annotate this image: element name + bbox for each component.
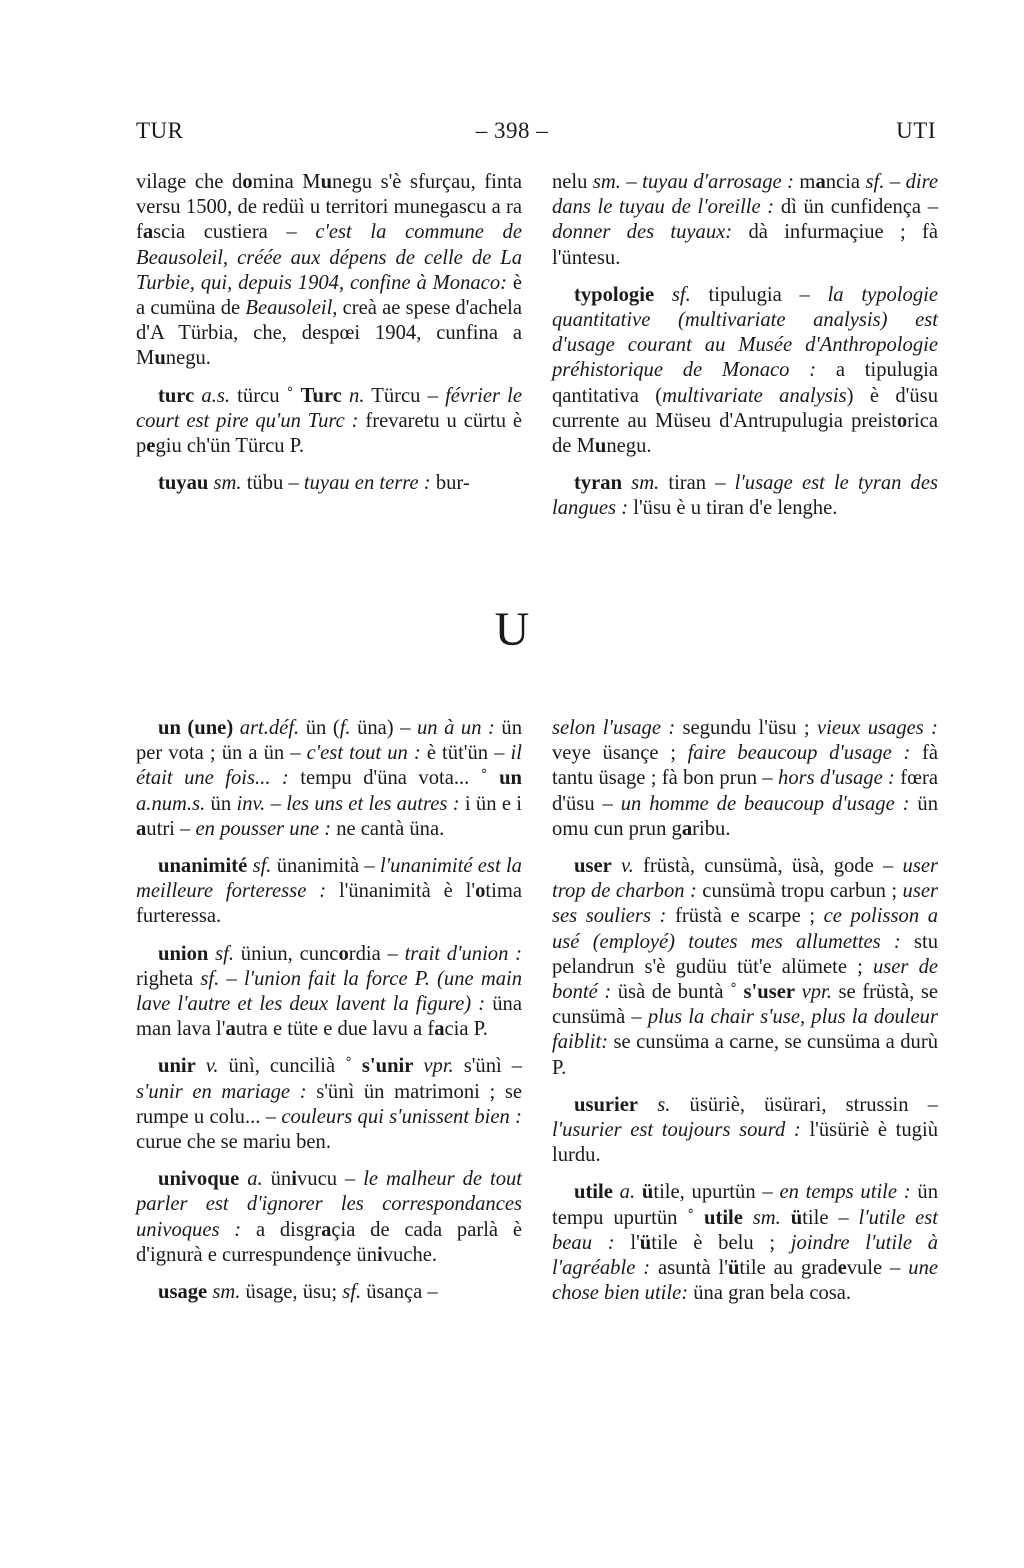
bold-text: s'unir bbox=[361, 1055, 414, 1078]
bold-text: e bbox=[837, 1257, 847, 1280]
italic-text: l'utile est beau : bbox=[552, 1206, 938, 1254]
entry-text: üna gran bela cosa. bbox=[688, 1282, 852, 1305]
dictionary-entry bbox=[552, 471, 938, 521]
bold-text: ü bbox=[641, 1181, 654, 1204]
italic-text: vieux usages : bbox=[816, 717, 939, 739]
entry-text: negu. bbox=[165, 347, 211, 370]
bold-text: o bbox=[896, 409, 908, 432]
italic-text: un à un : bbox=[417, 717, 495, 739]
dictionary-entry bbox=[136, 1280, 522, 1305]
entry-text: tima furteressa. bbox=[136, 880, 522, 928]
italic-text: en pousser une : bbox=[195, 817, 332, 840]
entry-text: tile, upurtün – bbox=[653, 1181, 780, 1204]
entry-text: s'ünì – bbox=[453, 1055, 522, 1078]
italic-text: le malheur de tout parler est d'ignorer les correspondances univoques : bbox=[136, 1168, 523, 1241]
entry-text: a disgr bbox=[241, 1218, 322, 1241]
italic-text: n. bbox=[341, 384, 365, 407]
bold-text: a bbox=[321, 1218, 332, 1241]
bold-text: univoque bbox=[158, 1168, 240, 1191]
bold-text: u bbox=[594, 435, 607, 458]
entry-text: fœra d'üsu – bbox=[552, 767, 938, 815]
italic-text: sf. bbox=[208, 942, 235, 965]
italic-text: a. bbox=[612, 1181, 636, 1204]
bold-text: a bbox=[681, 817, 693, 840]
italic-text: l'usurier est toujours sourd : bbox=[552, 1119, 801, 1142]
bold-text: a bbox=[225, 1018, 236, 1041]
italic-text: faire beaucoup d'usage : bbox=[687, 742, 911, 765]
entry-text: asuntà l' bbox=[650, 1257, 728, 1280]
italic-text: s. bbox=[638, 1093, 671, 1116]
entry-text: veye üsançe ; bbox=[552, 742, 688, 765]
entry-text: m bbox=[793, 171, 816, 193]
bold-text: tyran bbox=[574, 472, 623, 495]
column-top-left bbox=[136, 170, 522, 508]
italic-text: inv. bbox=[236, 792, 266, 815]
entry-text: üna) – bbox=[350, 717, 417, 739]
entry-text: l'ünanimità è l' bbox=[326, 880, 476, 903]
italic-text: sf. bbox=[200, 967, 220, 990]
italic-text: a. bbox=[239, 1168, 263, 1191]
dictionary-entry bbox=[552, 1180, 938, 1306]
italic-text: il était une fois... : bbox=[136, 742, 522, 790]
entry-text: creà ae spese d'achela d'A Türbia, che, despœi 1904, cunfina a M bbox=[136, 297, 522, 370]
entry-text: çia de cada parlà è d'ignurà e currespundençe ün bbox=[136, 1218, 522, 1266]
bold-text: o bbox=[242, 171, 253, 193]
entry-text: – bbox=[219, 967, 244, 990]
dictionary-entry bbox=[136, 716, 522, 842]
italic-text: f. bbox=[339, 717, 351, 739]
bold-text: u bbox=[320, 171, 333, 193]
entry-text: cunsümà tropu carbun ; bbox=[696, 880, 903, 903]
entry-text: tile – bbox=[802, 1206, 859, 1229]
dictionary-entry bbox=[136, 170, 522, 372]
entry-text: ün per vota ; ün a ün – bbox=[136, 717, 522, 765]
entry-text: fà tantu üsage ; fà bon prun – bbox=[552, 742, 938, 790]
entry-text: l'üsu è u tiran d'e lenghe. bbox=[628, 497, 838, 520]
entry-text: nelu bbox=[552, 171, 593, 193]
bold-text: user bbox=[574, 855, 612, 878]
italic-text: Beausoleil, bbox=[245, 297, 338, 320]
italic-text: sm. bbox=[207, 1281, 241, 1304]
bold-text: ü bbox=[639, 1231, 652, 1254]
italic-text: une chose bien utile: bbox=[552, 1257, 938, 1305]
italic-text: a.num.s. bbox=[136, 792, 206, 815]
entry-text: stu pelandrun s'è gudüu tüt'e alümete ; bbox=[552, 930, 938, 978]
bold-text: unir bbox=[158, 1055, 196, 1078]
italic-text: user ses souliers : bbox=[552, 880, 938, 928]
italic-text: joindre l'utile à l'agréable : bbox=[552, 1231, 938, 1280]
bold-text: union bbox=[158, 942, 209, 965]
entry-text: ünanimità – bbox=[271, 855, 380, 878]
italic-text: trait d'union : bbox=[404, 942, 522, 965]
italic-text: couleurs qui s'unissent bien : bbox=[281, 1105, 522, 1128]
italic-text: a.s. bbox=[194, 384, 231, 407]
bold-text: s'user bbox=[743, 981, 796, 1004]
entry-text: früstà e scarpe ; bbox=[666, 905, 824, 928]
bold-text: i bbox=[377, 1243, 383, 1266]
italic-text: s'unir en mariage : bbox=[136, 1080, 307, 1103]
dictionary-entry bbox=[552, 283, 938, 459]
bold-text: Turc bbox=[300, 384, 342, 407]
entry-text: rdia – bbox=[348, 942, 405, 965]
italic-text: sf. bbox=[654, 283, 691, 306]
entry-text: üniun, cunc bbox=[234, 942, 339, 965]
dictionary-entry bbox=[552, 854, 938, 1081]
italic-text: hors d'usage : bbox=[778, 767, 895, 790]
entry-text: früstà, cunsümà, üsà, gode – bbox=[633, 855, 903, 878]
dictionary-entry bbox=[552, 1093, 938, 1169]
entry-text: ün omu cun prun g bbox=[552, 792, 939, 840]
bold-text: a bbox=[815, 171, 826, 193]
column-bottom-right bbox=[552, 716, 938, 1318]
italic-text: user trop de charbon : bbox=[552, 855, 938, 903]
italic-text: ce polisson a usé (employé) toutes mes allumettes : bbox=[552, 905, 938, 953]
italic-text: vpr. bbox=[795, 981, 832, 1004]
italic-text: dire dans le tuyau de l'oreille : bbox=[552, 171, 939, 219]
entry-text: negu s'è sfurçau, finta versu 1500, de redüì u territori munegascu a ra f bbox=[136, 171, 522, 244]
entry-text: bur- bbox=[430, 472, 470, 495]
entry-text bbox=[781, 1207, 791, 1229]
entry-text: ncia bbox=[825, 171, 866, 193]
entry-text: ribu. bbox=[692, 817, 731, 840]
entry-text: l'üsüriè è tugiù lurdu. bbox=[552, 1119, 938, 1167]
bold-text: a bbox=[142, 221, 154, 244]
dictionary-entry bbox=[136, 854, 522, 930]
italic-text: l'unanimité est la meilleure forteresse : bbox=[136, 855, 522, 903]
section-letter: U bbox=[494, 603, 530, 656]
column-top-right bbox=[552, 170, 938, 534]
entry-text: ün bbox=[262, 1168, 292, 1191]
entry-text: ünì, cuncilià ˚ bbox=[218, 1055, 362, 1078]
italic-text: tuyau en terre : bbox=[303, 472, 431, 495]
entry-text: – bbox=[884, 171, 906, 193]
bold-text: usurier bbox=[574, 1093, 639, 1116]
bold-text: usage bbox=[158, 1281, 208, 1304]
bold-text: o bbox=[475, 880, 486, 903]
entry-text: ) è d'üsu currente au Müseu d'Antrupulugia preist bbox=[552, 384, 938, 432]
italic-text: sm. bbox=[742, 1206, 781, 1229]
bold-text: utile bbox=[574, 1181, 613, 1204]
entry-text: vilage che d bbox=[136, 171, 243, 193]
bold-text: turc bbox=[158, 384, 195, 407]
entry-text: l' bbox=[614, 1231, 640, 1254]
italic-text: user de bonté : bbox=[552, 955, 939, 1004]
italic-text: donner des tuyaux: bbox=[552, 221, 733, 244]
entry-text: frevaretu u cürtu è p bbox=[136, 409, 523, 458]
column-bottom-left bbox=[136, 716, 522, 1317]
entry-text: è a cumüna de bbox=[136, 271, 522, 320]
italic-text: sf. bbox=[247, 855, 272, 878]
entry-text: tile è belu ; bbox=[651, 1231, 791, 1254]
italic-text: v. bbox=[195, 1055, 219, 1078]
italic-text: c'est tout un : bbox=[306, 742, 421, 765]
italic-text: selon l'usage : bbox=[552, 717, 676, 739]
entry-text: rica de M bbox=[552, 409, 938, 458]
bold-text: tuyau bbox=[158, 472, 209, 495]
bold-text: u bbox=[154, 347, 166, 370]
dictionary-entry bbox=[552, 716, 938, 842]
entry-text: vuche. bbox=[382, 1243, 438, 1266]
entry-text: ne cantà üna. bbox=[331, 817, 445, 840]
italic-text: sm. bbox=[208, 472, 242, 495]
entry-text: ün tempu upurtün ˚ bbox=[552, 1181, 939, 1229]
bold-text: a bbox=[136, 817, 147, 840]
entry-text: üsà de buntà ˚ bbox=[611, 981, 744, 1004]
italic-text: sf. bbox=[865, 171, 885, 193]
entry-text: üna man lava l' bbox=[136, 993, 522, 1041]
dictionary-entry bbox=[136, 942, 522, 1043]
dictionary-entry bbox=[552, 170, 938, 271]
dictionary-entry bbox=[136, 1167, 522, 1268]
italic-text: vpr. bbox=[413, 1055, 454, 1078]
dictionary-entry bbox=[136, 471, 522, 496]
entry-text: tempu d'üna vota... ˚ bbox=[288, 767, 500, 790]
entry-text: segundu l'üsu ; bbox=[675, 717, 817, 739]
italic-text: art.déf. bbox=[233, 717, 300, 739]
entry-text: mina M bbox=[252, 171, 321, 193]
entry-text: curue che se mariu ben. bbox=[136, 1131, 331, 1154]
entry-text: s'ünì ün matrimoni ; se rumpe u colu... – bbox=[136, 1080, 522, 1128]
bold-text: ü bbox=[790, 1206, 803, 1229]
entry-text: i ün e i bbox=[459, 792, 523, 815]
entry-text: dà infurmaçiue ; fà l'üntesu. bbox=[552, 221, 939, 269]
dictionary-entry bbox=[136, 384, 522, 460]
italic-text: l'usage est le tyran des langues : bbox=[552, 472, 939, 520]
entry-text: üsüriè, üsürari, strussin – bbox=[670, 1093, 939, 1116]
entry-text: tipulugia – bbox=[690, 283, 828, 306]
entry-text: cia P. bbox=[444, 1018, 488, 1041]
entry-text: tübu – bbox=[241, 472, 304, 495]
entry-text: tile au grad bbox=[739, 1257, 838, 1280]
entry-text: dì ün cunfidença – bbox=[774, 196, 938, 219]
bold-text: un (une) bbox=[158, 717, 234, 739]
italic-text: plus la chair s'use, plus la douleur faiblit: bbox=[552, 1006, 938, 1054]
entry-text: – bbox=[620, 171, 643, 193]
entry-text: righeta bbox=[136, 967, 201, 990]
entry-text: ün ( bbox=[299, 717, 340, 739]
entry-text: türcu ˚ bbox=[230, 384, 301, 407]
bold-text: typologie bbox=[574, 283, 655, 306]
bold-text: i bbox=[291, 1168, 297, 1191]
entry-text: – bbox=[265, 792, 287, 815]
entry-text: scia custiera – bbox=[153, 221, 316, 244]
bold-text: unanimité bbox=[158, 855, 248, 878]
bold-text: un bbox=[499, 767, 523, 790]
entry-text: Türcu – bbox=[364, 384, 446, 407]
running-head-left: TUR bbox=[136, 118, 184, 143]
entry-text bbox=[635, 1181, 642, 1203]
running-head-right: UTI bbox=[896, 118, 936, 143]
italic-text: sm. bbox=[622, 472, 660, 495]
bold-text: ü bbox=[727, 1257, 740, 1280]
italic-text: un homme de beaucoup d'usage : bbox=[620, 792, 910, 815]
entry-text: vule – bbox=[846, 1257, 909, 1280]
italic-text: v. bbox=[611, 855, 634, 878]
italic-text: sm. bbox=[592, 171, 621, 193]
entry-text: utra e tüte e due lavu a f bbox=[235, 1018, 435, 1041]
entry-text: vucu – bbox=[296, 1168, 364, 1191]
entry-text: a tipulugia qantitativa ( bbox=[552, 359, 939, 407]
italic-text: février le court est pire qu'un Turc : bbox=[136, 384, 522, 432]
entry-text: negu. bbox=[606, 435, 652, 458]
bold-text: utile bbox=[704, 1206, 743, 1229]
italic-text: la typologie quantitative (multivariate analysis) est d'usage courant au Musée d'Anthropologie préhistorique de Monaco : bbox=[552, 283, 938, 382]
entry-text: se cunsüma a carne, se cunsüma a durù P. bbox=[552, 1031, 938, 1079]
entry-text: tiran – bbox=[659, 472, 735, 495]
entry-text: utri – bbox=[146, 817, 196, 840]
bold-text: e bbox=[146, 435, 156, 458]
italic-text: multivariate analysis bbox=[662, 384, 847, 407]
dictionary-entry bbox=[136, 1054, 522, 1155]
italic-text: sf. bbox=[342, 1281, 362, 1304]
entry-text: giu ch'ün Türcu P. bbox=[155, 435, 305, 458]
bold-text: a bbox=[434, 1018, 445, 1041]
bold-text: o bbox=[338, 942, 349, 965]
italic-text: tuyau d'arrosage : bbox=[642, 171, 794, 193]
italic-text: les uns et les autres : bbox=[286, 792, 460, 815]
entry-text: se früstà, se cunsümà – bbox=[552, 981, 938, 1029]
italic-text: en temps utile : bbox=[779, 1181, 911, 1204]
italic-text: l'union fait la force P. (une main lave l'autre et les deux lavent la figure) : bbox=[136, 967, 523, 1016]
italic-text: c'est la commune de Beausoleil, créée aux dépens de celle de La Turbie, qui, depuis 1904, confine à Monaco: bbox=[136, 221, 522, 294]
entry-text: è tüt'ün – bbox=[420, 742, 511, 765]
page-number: – 398 – bbox=[475, 118, 549, 143]
entry-text: üsança – bbox=[361, 1281, 438, 1304]
entry-text: üsage, üsu; bbox=[240, 1281, 343, 1304]
entry-text: ün bbox=[205, 792, 237, 815]
